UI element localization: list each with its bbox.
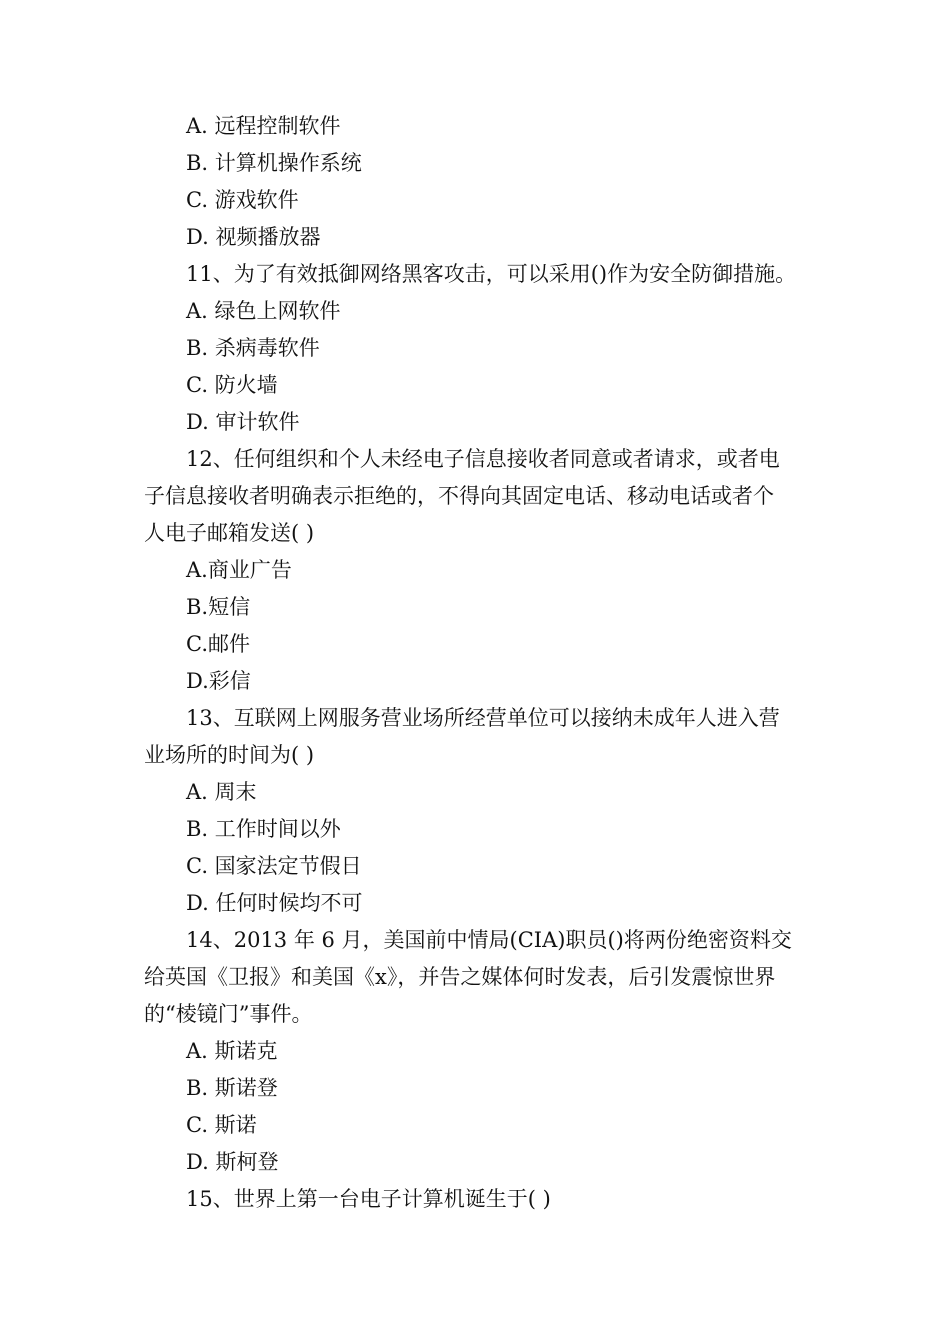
q12-option-c: C.邮件: [186, 632, 250, 656]
question-14-cont-2: 的“棱镜门”事件。: [144, 1002, 313, 1026]
question-12-cont-2: 人电子邮箱发送( ): [144, 521, 315, 545]
q13-option-d: D. 任何时候均不可: [186, 891, 363, 915]
question-14-cont-1: 给英国《卫报》和美国《x》，并告之媒体何时发表，后引发震惊世界: [144, 965, 776, 989]
option-d-video-player: D. 视频播放器: [186, 225, 321, 249]
question-11: 11、为了有效抵御网络黑客攻击，可以采用()作为安全防御措施。: [186, 262, 797, 286]
option-c-game: C. 游戏软件: [186, 188, 299, 212]
option-b-os: B. 计算机操作系统: [186, 151, 362, 175]
q12-option-d: D.彩信: [186, 669, 251, 693]
q14-option-b: B. 斯诺登: [186, 1076, 278, 1100]
question-15: 15、世界上第一台电子计算机诞生于( ): [186, 1187, 551, 1211]
question-12: 12、任何组织和个人未经电子信息接收者同意或者请求，或者电: [186, 447, 780, 471]
q11-option-c: C. 防火墙: [186, 373, 278, 397]
q13-option-b: B. 工作时间以外: [186, 817, 341, 841]
q12-option-b: B.短信: [186, 595, 251, 619]
q14-option-a: A. 斯诺克: [186, 1039, 278, 1063]
q13-option-c: C. 国家法定节假日: [186, 854, 362, 878]
question-13: 13、互联网上网服务营业场所经营单位可以接纳未成年人进入营: [186, 706, 780, 730]
q13-option-a: A. 周末: [186, 780, 257, 804]
q11-option-d: D. 审计软件: [186, 410, 300, 434]
q11-option-a: A. 绿色上网软件: [186, 299, 341, 323]
option-a-remote-control: A. 远程控制软件: [186, 114, 341, 138]
question-12-cont-1: 子信息接收者明确表示拒绝的，不得向其固定电话、移动电话或者个: [144, 484, 774, 508]
question-14: 14、2013 年 6 月，美国前中情局(CIA)职员()将两份绝密资料交: [186, 928, 792, 952]
q11-option-b: B. 杀病毒软件: [186, 336, 320, 360]
q14-option-c: C. 斯诺: [186, 1113, 257, 1137]
q14-option-d: D. 斯柯登: [186, 1150, 279, 1174]
q12-option-a: A.商业广告: [186, 558, 292, 582]
question-13-cont-1: 业场所的时间为( ): [144, 743, 315, 767]
